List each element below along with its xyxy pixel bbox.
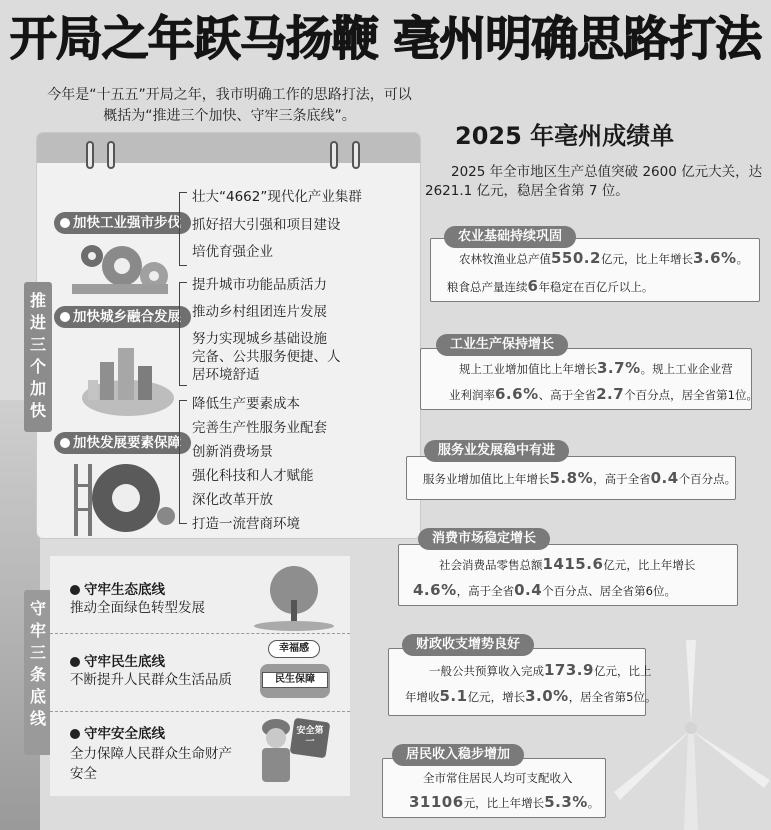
guard-title: 守牢安全底线: [84, 726, 165, 742]
card-tag: 服务业发展稳中有进: [424, 440, 569, 462]
guard-title: 守牢民生底线: [84, 654, 165, 670]
big-gear-illustration: [60, 454, 178, 538]
safety-worker-illustration: [254, 712, 334, 788]
city-buildings-illustration: [78, 336, 178, 422]
section-item: 强化科技和人才赋能: [192, 468, 314, 484]
card-income: 全市常住居民人均可支配收入 31106元，比上年增长5.3%。: [382, 758, 606, 818]
section-item: 壮大“4662”现代化产业集群: [192, 189, 362, 205]
card-tag: 工业生产保持增长: [436, 334, 568, 356]
section-item: 完善生产性服务业配套: [192, 420, 327, 436]
section-item: 培优育强企业: [192, 244, 273, 260]
section-item: 提升城市功能品质活力: [192, 277, 327, 293]
section-item: 努力实现城乡基础设施: [192, 331, 327, 347]
guard-desc: 推动全面绿色转型发展: [70, 600, 205, 616]
bullet-icon: [70, 729, 80, 739]
guard-row-ecology: [50, 556, 350, 634]
bullet-icon: [70, 585, 80, 595]
section-item: 完备、公共服务便捷、人: [192, 349, 341, 365]
scorecard-intro: 2025 年全市地区生产总值突破 2600 亿元大关，达 2621.1 亿元，稳居全省第 7 位。: [425, 164, 763, 199]
guard-row-safety: [50, 712, 350, 790]
gears-factory-illustration: [62, 236, 174, 298]
calendar-ring-icon: [86, 141, 94, 169]
card-industry: 规上工业增加值比上年增长3.7%。规上工业企业营 业利润率6.6%、高于全省2.7个百分点，居全省第1位。: [420, 348, 752, 410]
section-item: 推动乡村组团连片发展: [192, 304, 327, 320]
scorecard-title: 2025 年亳州成绩单: [455, 122, 675, 150]
calendar-ring-icon: [107, 141, 115, 169]
card-consumption: 社会消费品零售总额1415.6亿元，比上年增长 4.6%，高于全省0.4个百分点、居全省第6位。: [398, 544, 738, 606]
page-title: 开局之年跃马扬鞭 亳州明确思路打法: [9, 12, 762, 67]
calendar-ring-icon: [330, 141, 338, 169]
bullet-icon: [60, 218, 70, 228]
bullet-icon: [70, 657, 80, 667]
section-item: 创新消费场景: [192, 444, 273, 460]
card-tag: 农业基础持续巩固: [444, 226, 576, 248]
side-band-bottom-lines: 守牢三条底线: [24, 590, 52, 755]
happiness-badge: 幸福感: [268, 640, 320, 658]
tree-globe-illustration: [246, 560, 342, 632]
section-heading-urban-rural: 加快城乡融合发展: [54, 306, 191, 328]
bracket: [179, 400, 187, 524]
calendar-ring-icon: [352, 141, 360, 169]
card-tag: 消费市场稳定增长: [418, 528, 550, 550]
card-fiscal: 一般公共预算收入完成173.9亿元，比上 年增收5.1亿元，增长3.0%，居全省第5位。: [388, 648, 646, 716]
wind-turbine-illustration: [610, 640, 770, 830]
side-band-accelerate: 推进三个加快: [24, 282, 52, 432]
guard-row-livelihood: [50, 634, 350, 712]
intro-text: 今年是“十五五”开局之年，我市明确工作的思路打法，可以概括为“推进三个加快、守牢三条底线”。: [47, 87, 412, 124]
card-tag: 居民收入稳步增加: [392, 744, 524, 766]
guard-desc: 安全: [70, 766, 97, 782]
card-agriculture: 农林牧渔业总产值550.2亿元，比上年增长3.6%。 粮食总产量连续6年稳定在百亿斤以上。: [430, 238, 760, 302]
section-item: 深化改革开放: [192, 492, 273, 508]
guard-title: 守牢生态底线: [84, 582, 165, 598]
card-tag: 财政收支增势良好: [402, 634, 534, 656]
safety-sign: 安全第一: [296, 726, 324, 747]
calendar-header-strip: [37, 133, 420, 163]
section-heading-industry: 加快工业强市步伐: [54, 212, 191, 234]
section-item: 居环境舒适: [192, 367, 260, 383]
livelihood-banner: 民生保障: [262, 672, 328, 688]
guard-desc: 不断提升人民群众生活品质: [70, 672, 232, 688]
section-heading-factor-guarantee: 加快发展要素保障: [54, 432, 191, 454]
section-item: 打造一流营商环境: [192, 516, 300, 532]
guard-desc: 全力保障人民群众生命财产: [70, 746, 232, 762]
bullet-icon: [60, 438, 70, 448]
section-item: 抓好招大引强和项目建设: [192, 217, 341, 233]
bracket: [179, 282, 187, 386]
bullet-icon: [60, 312, 70, 322]
bracket: [179, 192, 187, 266]
card-services: 服务业增加值比上年增长5.8%，高于全省0.4个百分点。: [406, 456, 736, 500]
section-item: 降低生产要素成本: [192, 396, 300, 412]
